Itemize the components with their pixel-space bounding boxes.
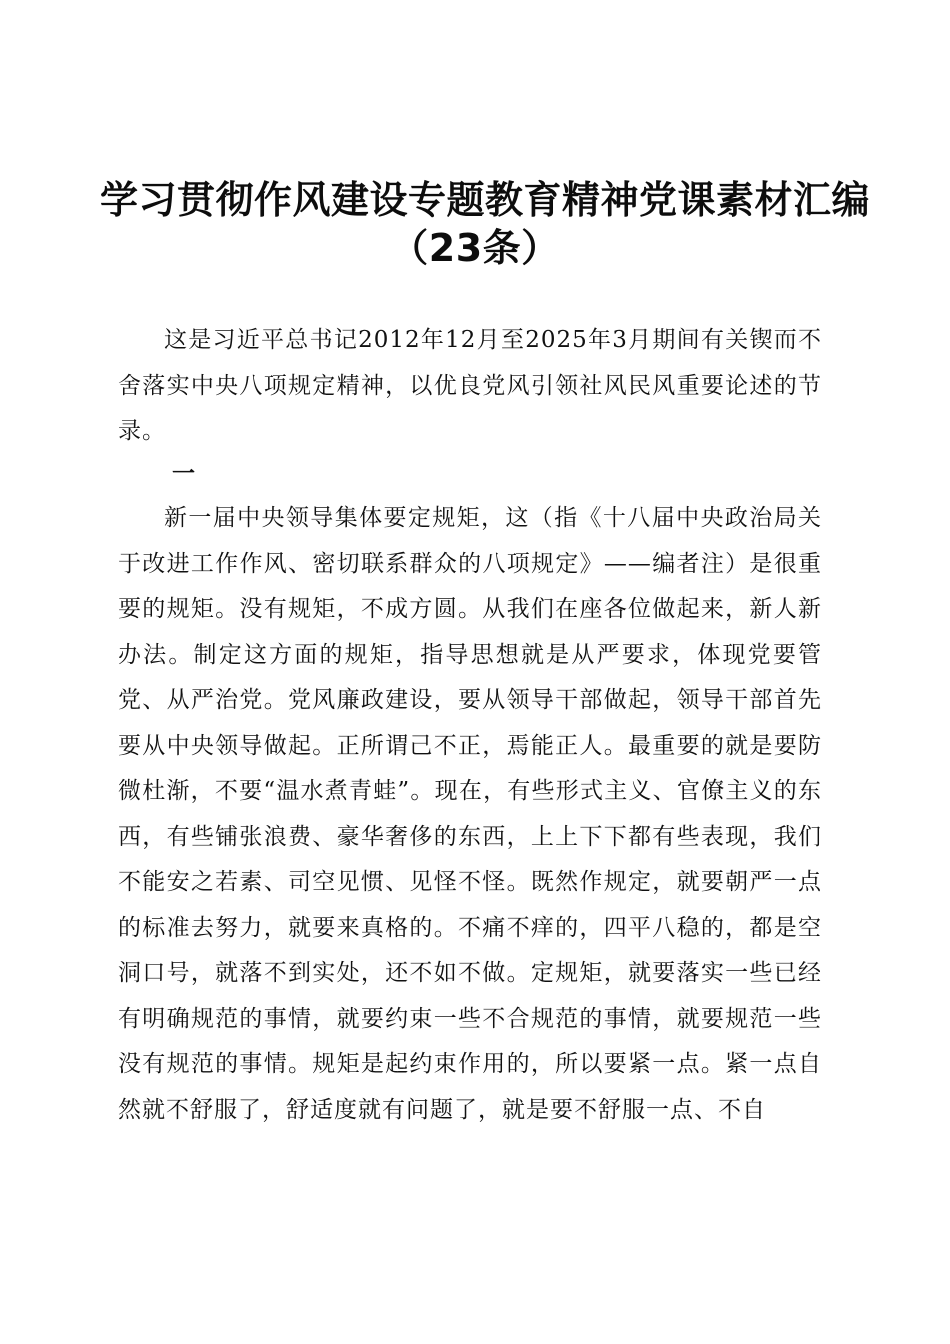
intro-paragraph-block [118, 318, 822, 455]
section-paragraph: 新一届中央领导集体要定规矩，这（指《十八届中央政治局关于改进工作作风、密切联系群众的八项规定》——编者注）是很重要的规矩。没有规矩，不成方圆。从我们在座各位做起来，新人新办法。制定这方面的规矩，指导思想就是从严要求，体现党要管党、从严治党。党风廉政建设，要从领导干部做起，领导干部首先要从中央领导做起。正所谓己不正，焉能正人。最重要的就是要防微杜渐，不要“温水煮青蛙”。现在，有些形式主义、官僚主义的东西，有些铺张浪费、豪华奢侈的东西，上上下下都有些表现，我们不能安之若素、司空见惯、见怪不怪。既然作规定，就要朝严一点的标准去努力，就要来真格的。不痛不痒的，四平八稳的，都是空洞口号，就落不到实处，还不如不做。定规矩，就要落实一些已经有明确规范的事情，就要约束一些不合规范的事情，就要规范一些没有规范的事情。规矩是起约束作用的，所以要紧一点。紧一点自然就不舒服了，舒适度就有问题了，就是要不舒服一点、不自 [118, 505, 822, 1123]
intro-paragraph: 这是习近平总书记2012年12月至2025年3月期间有关锲而不舍落实中央八项规定精神，以优良党风引领社风民风重要论述的节录。 [118, 327, 822, 444]
title-line-count: （23条） [390, 226, 560, 270]
title-line-main: 学习贯彻作风建设专题教育精神党课素材汇编 [100, 178, 871, 222]
document-title [100, 176, 871, 272]
section-number: 一 [172, 461, 195, 487]
section-body-block [118, 496, 822, 1133]
